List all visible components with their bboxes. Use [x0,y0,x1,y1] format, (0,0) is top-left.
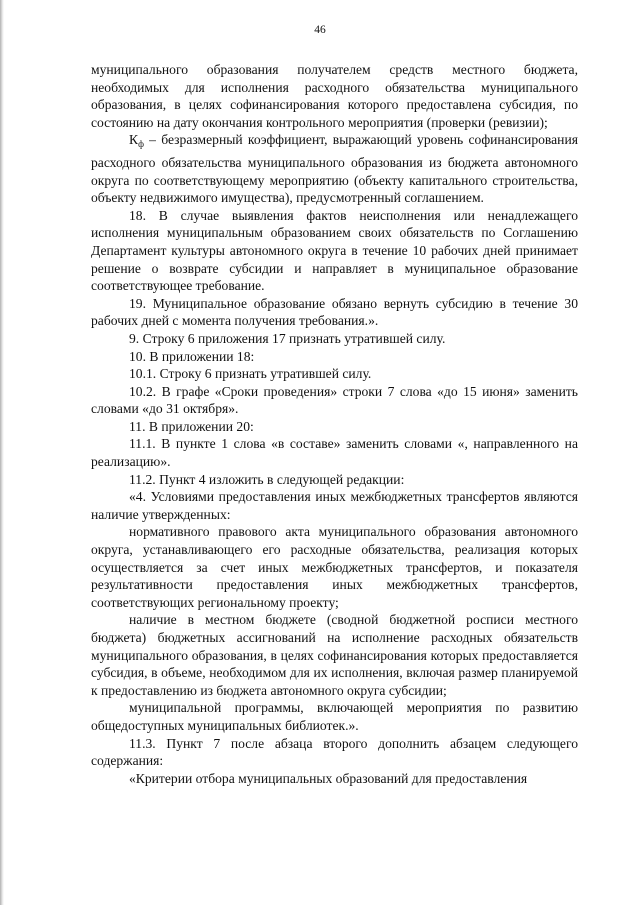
paragraph: 11.3. Пункт 7 после абзаца второго дополнить абзацем следующего содержания: [91,735,578,769]
paragraph: «Критерии отбора муниципальных образований для предоставления [129,770,528,786]
paragraph: «4. Условиями предоставления иных межбюджетных трансфертов являются наличие утвержденных: [91,489,578,522]
paragraph-coefficient [91,131,578,206]
paragraph: нормативного правового акта муниципального образования автономного округа, устанавливающего его расходные обязательства, реализация которых осуществляется за счет иных межбюджетных трансфертов, и показателя результативности предоставления иных межбюджетных трансфертов, соответствующих региональному проекту; [91,524,578,610]
paragraph: 10.2. В графе «Сроки проведения» строки 7 слова «до 15 июня» заменить словами «до 31 октября». [91,383,578,417]
paragraph: муниципального образования получателем средств местного бюджета, необходимых для исполнения расходного обязательства муниципального образования, в целях софинансирования которого предоставлена субсидия, по состоянию на дату окончания контрольного мероприятия (проверки (ревизии); [91,62,578,130]
paragraph: 19. Муниципальное образование обязано вернуть субсидию в течение 30 рабочих дней с момента получения требования.». [91,295,578,329]
coefficient-description: – безразмерный коэффициент, выражающий уровень софинансирования расходного обязательства муниципального образования из бюджета автономного округа по соответствующему мероприятию (объекту капитального строительства, объекту недвижимого имущества), предусмотренный соглашением. [91,132,578,206]
paragraph: муниципальной программы, включающей мероприятия по развитию общедоступных муниципальных библиотек.». [91,700,578,733]
paragraph: наличие в местном бюджете (сводной бюджетной росписи местного бюджета) бюджетных ассигнований на исполнение расходных обязательств муниципального образования, в целях софинансирования которых предоставляется субсидия, в объеме, необходимом для их исполнения, включая размер планируемой к предоставлению из бюджета автономного округа субсидии; [91,612,578,698]
paragraph: 9. Строку 6 приложения 17 признать утратившей силу. [129,330,446,346]
paragraph: 11.2. Пункт 4 изложить в следующей редакции: [129,471,405,487]
paragraph: 11. В приложении 20: [129,418,254,434]
page-number: 46 [314,24,326,36]
coefficient-subscript: ф [138,139,144,150]
paragraph: 11.1. В пункте 1 слова «в составе» заменить словами «, направленного на реализацию». [91,436,578,470]
paragraph: 18. В случае выявления фактов неисполнения или ненадлежащего исполнения муниципальным образованием своих обязательств по Соглашению Департамент культуры автономного округа в течение 10 рабочих дней принимает решение о возврате субсидии и направляет в муниципальное образование соответствующее требование. [91,207,578,294]
paragraph: 10.1. Строку 6 признать утратившей силу. [129,366,372,382]
body-text [91,61,578,787]
coefficient-symbol: К [129,132,139,148]
paragraph: 10. В приложении 18: [129,348,255,364]
